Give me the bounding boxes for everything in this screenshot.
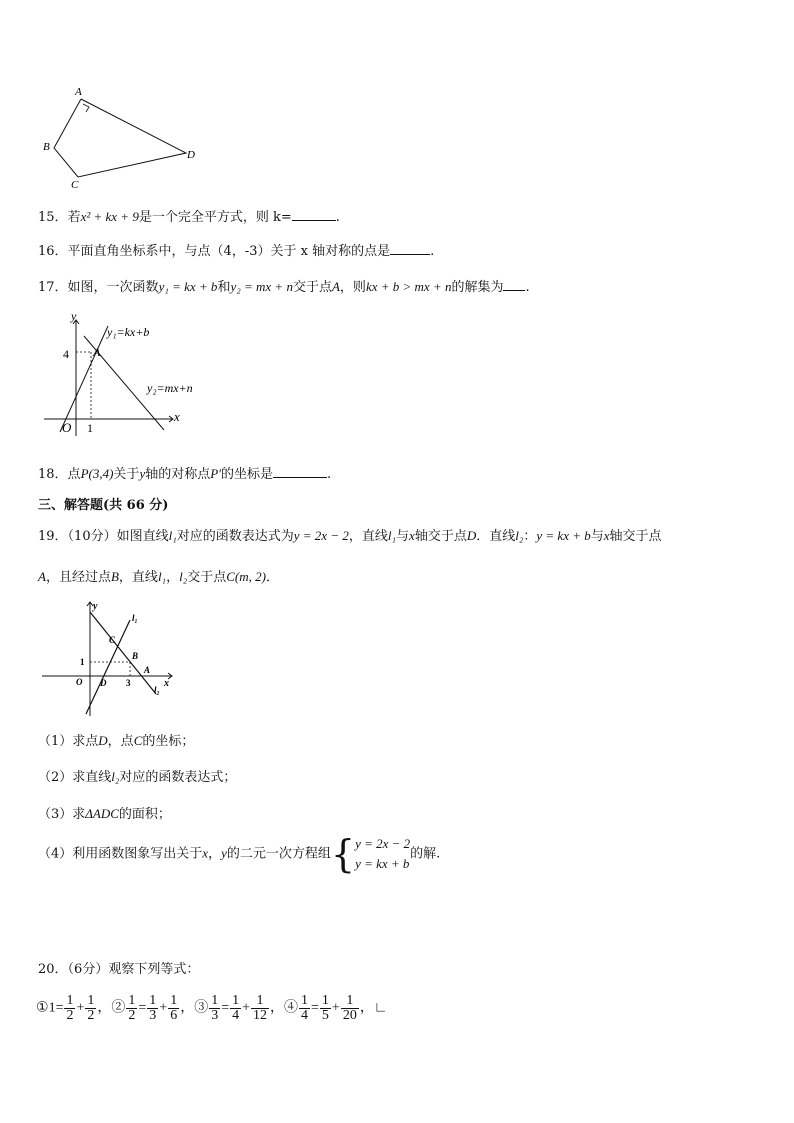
q19-colon: ： [523,529,537,544]
sep-1: ， [97,1000,112,1016]
q19-point-C: C(m, 2) [226,569,266,584]
q15-number: 15． [38,210,68,225]
equation-system [355,834,410,874]
q15-mid: 是一个完全平方式，则 k= [138,210,292,225]
q19-sub4-y: y [221,845,227,861]
eq3-plus: + [242,1000,250,1016]
tick-x-1: 1 [87,421,93,435]
question-18 [38,463,331,482]
question-19-line-2 [38,566,279,585]
q19-sub2-a: （2）求直线 [38,770,112,785]
q19-point-B: B [110,569,119,584]
q19-text-f: ．直线 [476,529,516,544]
q18-number: 18． [38,467,68,482]
q19-sub-1 [38,730,194,749]
system-eq-1: y = 2x − 2 [355,836,411,851]
sep-2: ， [180,1000,195,1016]
q16-number: 16． [38,244,68,259]
system-eq-2: y = kx + b [355,856,410,871]
eq4-plus: + [331,1000,340,1016]
q18-point-prime: P′ [210,466,222,481]
q19-sub2-l2: l₂ [111,769,120,784]
figure-17-graph [38,308,198,438]
q17-answer-blank[interactable] [503,290,525,291]
question-19-line-1 [38,525,662,544]
B-label: B [132,651,139,661]
eq1-lhs: 1 [48,1000,56,1016]
tick-y-4: 4 [63,347,69,361]
q19-sub4-x: x [202,845,209,861]
q18-axis: y [139,466,146,481]
q15-end: . [335,210,340,225]
q19-point-A: A [38,569,46,584]
q19-x: x [409,528,415,543]
q18-point: P(3,4) [80,466,114,481]
q19-score: （10分） [67,529,117,544]
quadrilateral-figure [38,82,208,192]
q19-sub1-C: C [133,733,143,748]
O-label: O [76,677,83,687]
q19-sub4-c: 的二元一次方程组 [226,846,331,862]
circle-4: ④ [284,1000,298,1016]
circle-1: ① [36,1000,49,1016]
q20-score: （6分） [67,962,109,977]
line-2-label: y₂=mx+n [147,381,193,395]
eq4-eq: = [311,1000,319,1016]
circle-2: ② [111,1000,126,1016]
sep-3: ， [270,1000,284,1016]
q19-text-2a: ，且经过点 [45,570,111,585]
q17-post: 的解集为 [451,280,504,295]
eq3-eq: = [221,1000,230,1016]
q18-mid: 关于 [113,467,140,482]
line-y1 [60,326,108,432]
q17-mid: 交于点 [292,280,332,295]
q19-sub4-b: ， [208,846,222,862]
label-D: D [187,149,195,161]
eq3-frac-a: $\frac{1}{4}$ [232,993,240,1023]
figure-19-graph [38,598,178,720]
q19-text-c: ，直线 [348,529,388,544]
q19-sub-2 [38,766,236,785]
eq1-frac-a: $\frac{1}{2}$ [66,993,74,1023]
circle-3: ③ [194,1000,209,1016]
q19-l1-ref: l₁ [387,528,397,543]
line-1-label: y₁=kx+b [107,325,150,339]
q20-number: 20． [38,962,68,977]
C-label: C [109,635,116,645]
y-label: y [93,601,98,612]
q19-text-h: 轴交于点 [609,529,662,544]
q19-text-2e: ． [265,570,279,585]
x-label: x [164,678,169,689]
q16-answer-blank[interactable] [390,254,430,255]
question-20 [38,958,199,977]
eq2-plus: + [159,1000,168,1016]
q19-number: 19． [38,529,68,544]
q17-function-2: y₂ = mx + n [230,279,293,294]
question-15 [38,206,340,225]
q19-sub1-D: D [98,733,108,748]
q20-text: 观察下列等式： [108,962,200,977]
q18-post: 的坐标是 [221,467,274,482]
q19-l1: l₁ [168,528,177,543]
q19-text-a: 如图直线 [116,529,169,544]
q17-pre: 如图，一次函数 [67,280,159,295]
q19-text-e: 轴交于点 [414,529,467,544]
tick-1: 1 [80,657,85,667]
eq1-frac-b: $\frac{1}{2}$ [87,993,95,1023]
q18-mid2: 轴的对称点 [145,467,211,482]
q19-sub1-b: ，点 [107,734,134,749]
question-16 [38,240,434,259]
eq2-lhs: $\frac{1}{2}$ [128,993,136,1023]
q19-function-1: y = 2x − 2 [293,528,349,543]
q17-inequality: kx + b > mx + n [365,279,452,294]
q20-tail: ，∟ [359,1000,388,1016]
q15-pre: 若 [67,210,81,225]
x-axis-label: x [174,409,180,424]
q16-end: . [430,244,435,259]
eq3-lhs: $\frac{1}{3}$ [211,993,219,1023]
eq4-frac-a: $\frac{1}{5}$ [321,993,329,1023]
eq4-lhs: $\frac{1}{4}$ [301,993,308,1023]
q17-number: 17． [38,280,68,295]
l1-label: l₁ [132,613,138,623]
q19-sub-3 [38,803,171,822]
q17-point: A [331,279,340,294]
q16-text: 平面直角坐标系中，与点（4，-3）关于 x 轴对称的点是 [67,244,391,259]
q19-text-2c: ， [166,570,180,585]
q19-sub4-d: 的解. [410,846,441,862]
q19-l2-2: l₂ [179,569,188,584]
q19-text-d: 与 [396,529,410,544]
eq1-eq: = [55,1000,64,1016]
eq2-frac-a: $\frac{1}{3}$ [149,993,157,1023]
q19-sub1-a: （1）求点 [38,734,99,749]
q19-sub3-b: 的面积； [118,807,171,822]
q19-point-D: D [466,528,477,543]
q19-l2: l₂ [515,528,524,543]
q19-function-2: y = kx + b [536,528,591,543]
q19-x-2: x [603,528,610,543]
q17-function-1: y₁ = kx + b [158,279,218,294]
system-brace: { [330,832,356,876]
q18-end: . [327,467,332,482]
q17-mid2: ，则 [339,280,366,295]
eq3-frac-b: $\frac{1}{12}$ [253,993,267,1023]
q19-text-2b: ，直线 [118,570,158,585]
eq2-frac-b: $\frac{1}{6}$ [170,993,178,1023]
question-17 [38,276,530,295]
point-A-label: A [93,345,101,359]
l2-label: l₂ [154,685,160,695]
eq4-frac-b: $\frac{1}{20}$ [342,993,357,1023]
eq2-eq: = [138,1000,147,1016]
D-label: D [100,678,107,688]
q19-sub1-c: 的坐标； [142,734,195,749]
q18-answer-blank[interactable] [273,477,327,478]
q19-text-g: 与 [590,529,604,544]
q20-equalities [36,994,388,1023]
q19-sub4-a: （4）利用函数图象写出关于 [38,846,203,862]
q19-sub2-b: 对应的函数表达式； [119,770,237,785]
q19-text-b: 对应的函数表达式为 [176,529,294,544]
q15-answer-blank[interactable] [292,220,336,221]
q15-expression: x² + kx + 9 [80,209,139,224]
y-axis-label: y [71,309,77,323]
tick-3: 3 [126,678,131,688]
q19-sub-4 [38,834,440,874]
q19-text-2d: 交于点 [187,570,227,585]
q19-l1-2: l₁ [157,569,167,584]
origin-label: O [62,420,72,435]
q19-triangle: ΔADC [85,806,119,821]
label-A: A [75,86,82,98]
q17-and: 和 [217,280,231,295]
section-3-title: 三、解答题(共 66 分) [38,498,169,513]
label-B: B [43,141,50,153]
q17-end: . [525,280,530,295]
q19-sub3-a: （3）求 [38,807,86,822]
label-C: C [71,179,79,191]
q18-pre: 点 [67,467,81,482]
eq1-plus: + [76,1000,85,1016]
A-label: A [144,665,151,675]
